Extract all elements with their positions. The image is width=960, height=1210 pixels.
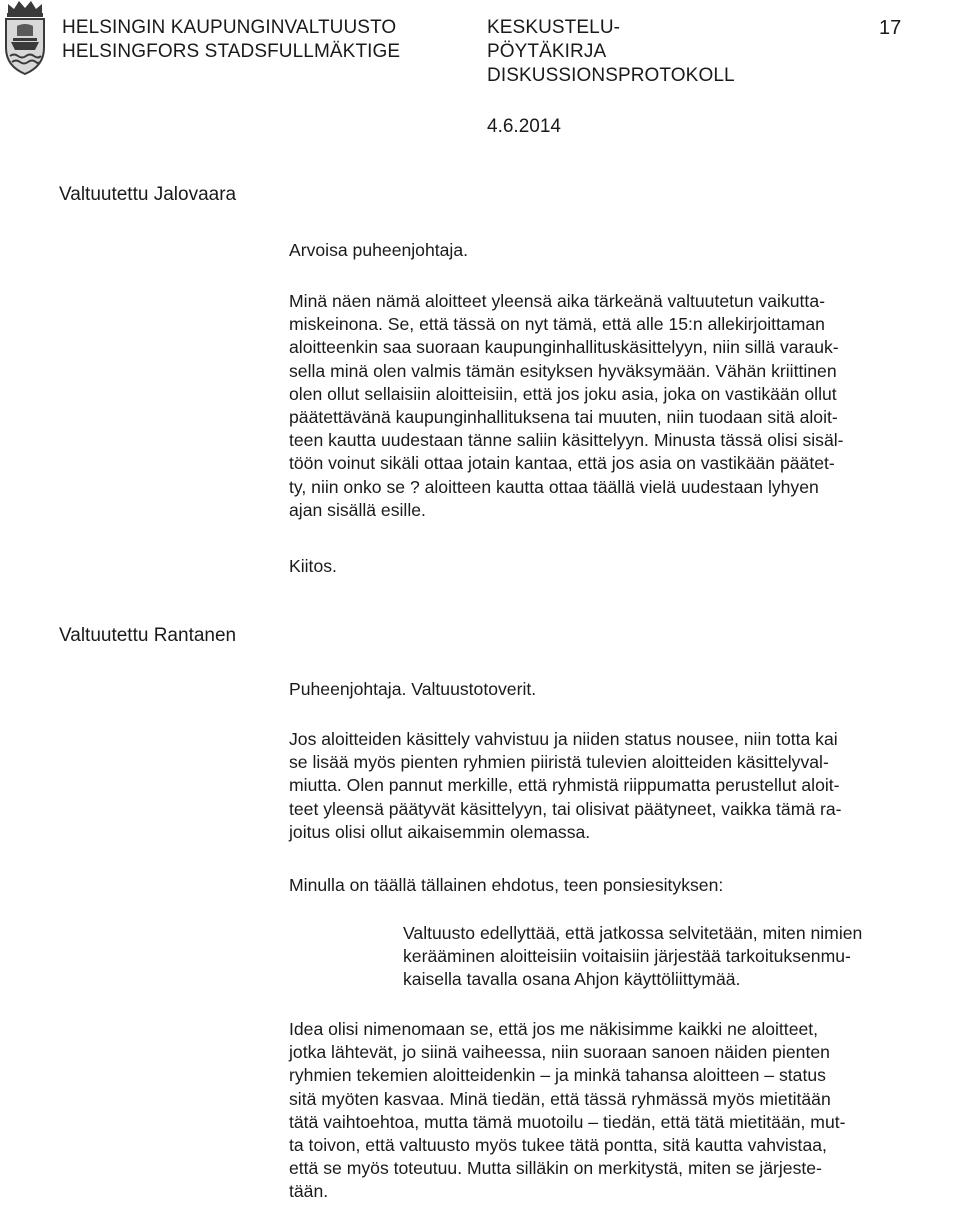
text-line: miutta. Olen pannut merkille, että ryhmistä riippumatta perustellut aloit- bbox=[289, 775, 840, 796]
text-line: Idea olisi nimenomaan se, että jos me näkisimme kaikki ne aloitteet, bbox=[289, 1019, 819, 1039]
document-type-line-1: KESKUSTELU- bbox=[487, 17, 621, 38]
text-line: miskeinona. Se, että tässä on nyt tämä, että alle 15:n allekirjoittaman bbox=[289, 314, 825, 335]
organization-name bbox=[62, 16, 400, 64]
text-line: kerääminen aloitteisiin voitaisiin järjestää tarkoituksenmu- bbox=[403, 946, 851, 967]
document-type bbox=[487, 16, 735, 88]
text-line: joitus olisi ollut aikaisemmin olemassa. bbox=[289, 821, 591, 842]
speaker-name: Valtuutettu Jalovaara bbox=[59, 184, 237, 205]
speech-paragraph bbox=[289, 555, 954, 578]
speech-paragraph bbox=[289, 678, 954, 701]
text-line: Puheenjohtaja. Valtuustotoverit. bbox=[289, 679, 537, 699]
speech-paragraph bbox=[289, 239, 954, 262]
text-line: töön voinut sikäli ottaa jotain kantaa, että jos asia on vastikään päätet- bbox=[289, 453, 835, 474]
text-line: Valtuusto edellyttää, että jatkossa selvitetään, miten nimien bbox=[403, 923, 863, 943]
text-line: tätä vaihtoehtoa, mutta tämä muotoilu – tiedän, että tätä mietitään, mut- bbox=[289, 1111, 846, 1132]
text-line: se lisää myös pienten ryhmien piiristä tulevien aloitteiden käsittelyval- bbox=[289, 752, 829, 773]
text-line: Arvoisa puheenjohtaja. bbox=[289, 240, 468, 260]
text-line: teet yleensä päätyvät käsittelyyn, tai olisivat päätyneet, vaikka tämä ra- bbox=[289, 798, 842, 819]
text-line: kaisella tavalla osana Ahjon käyttöliittymää. bbox=[403, 969, 741, 990]
text-line: ryhmien tekemien aloitteidenkin – ja minkä tahansa aloitteen – status bbox=[289, 1065, 826, 1086]
speech-paragraph bbox=[289, 290, 954, 522]
text-line: teen kautta uudestaan tänne saliin käsittelyyn. Minusta tässä olisi sisäl- bbox=[289, 430, 844, 451]
text-line: Minulla on täällä tällainen ehdotus, teen ponsiesityksen: bbox=[289, 875, 724, 895]
text-line: sella minä olen valmis tämän esityksen hyväksymään. Vähän kriittinen bbox=[289, 360, 837, 381]
text-line: Minä näen nämä aloitteet yleensä aika tärkeänä valtuutetun vaikutta- bbox=[289, 291, 825, 311]
helsinki-coat-of-arms-icon bbox=[0, 0, 50, 76]
organization-name-finnish: HELSINGIN KAUPUNGINVALTUUSTO bbox=[62, 17, 397, 38]
text-line: Jos aloitteiden käsittely vahvistuu ja niiden status nousee, niin totta kai bbox=[289, 729, 838, 749]
text-line: Kiitos. bbox=[289, 556, 337, 576]
text-line: jotka lähtevät, jo siinä vaiheessa, niin suoraan sanoen näiden pienten bbox=[289, 1042, 830, 1063]
text-line: ta toivon, että valtuusto myös tukee tätä pontta, sitä kautta vahvistaa, bbox=[289, 1135, 827, 1156]
text-line: että se myös toteutuu. Mutta silläkin on merkitystä, miten se järjeste- bbox=[289, 1158, 822, 1179]
text-line: ty, niin onko se ? aloitteen kautta ottaa täällä vielä uudestaan lyhyen bbox=[289, 476, 819, 497]
speech-paragraph bbox=[289, 728, 954, 844]
text-line: ajan sisällä esille. bbox=[289, 499, 426, 520]
motion-text bbox=[403, 922, 953, 992]
document-type-line-3: DISKUSSIONSPROTOKOLL bbox=[487, 65, 735, 86]
organization-name-swedish: HELSINGFORS STADSFULLMÄKTIGE bbox=[62, 41, 401, 62]
text-line: päätettävänä kaupunginhallituksena tai muuten, niin tuodaan sitä aloit- bbox=[289, 407, 838, 428]
document-type-line-2: PÖYTÄKIRJA bbox=[487, 41, 607, 62]
text-line: sitä myöten kasvaa. Minä tiedän, että tässä ryhmässä myös mietitään bbox=[289, 1088, 831, 1109]
meeting-date: 4.6.2014 bbox=[487, 116, 561, 137]
speaker-name: Valtuutettu Rantanen bbox=[59, 625, 237, 646]
text-line: aloitteenkin saa suoraan kaupunginhallituskäsittelyyn, niin sillä varauk- bbox=[289, 337, 839, 358]
page-number: 17 bbox=[879, 17, 902, 39]
text-line: tään. bbox=[289, 1181, 329, 1202]
speech-paragraph bbox=[289, 874, 954, 897]
text-line: olen ollut sellaisiin aloitteisiin, että jos joku asia, joka on vastikään ollut bbox=[289, 383, 837, 404]
speech-paragraph bbox=[289, 1018, 954, 1204]
